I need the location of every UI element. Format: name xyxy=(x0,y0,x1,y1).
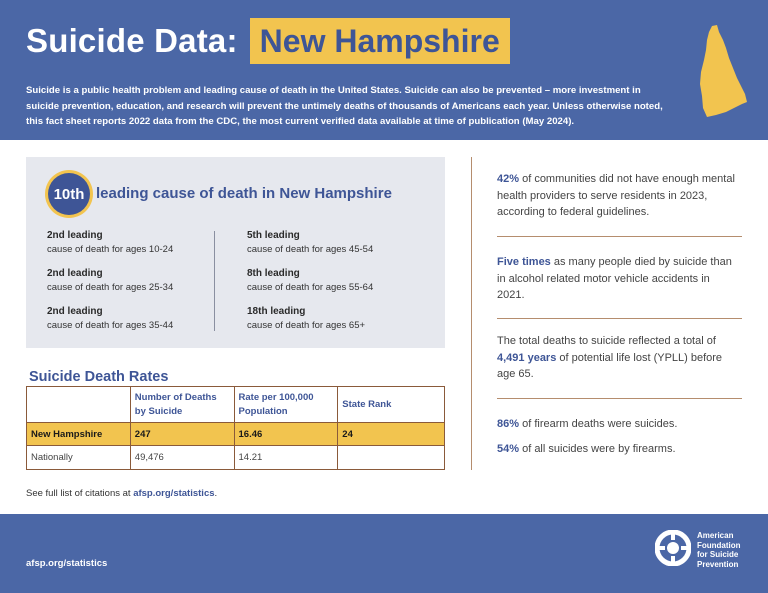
title-row xyxy=(26,18,510,64)
stat-item xyxy=(497,441,737,458)
divider xyxy=(497,236,742,237)
table-cell: New Hampshire xyxy=(27,423,131,446)
rank-desc: cause of death for ages 65+ xyxy=(247,320,366,331)
lifebuoy-logo-icon xyxy=(655,530,691,566)
rank-desc: cause of death for ages 35-44 xyxy=(47,320,174,331)
stat-highlight: Five times xyxy=(497,256,551,268)
stat-text: of potential life lost (YPLL) before age 65. xyxy=(497,351,723,380)
new-hampshire-map-icon xyxy=(690,24,750,124)
column-divider xyxy=(214,231,215,331)
table-row xyxy=(27,423,445,446)
rank-item xyxy=(247,229,417,257)
stat-item xyxy=(497,171,737,221)
table-header-cell: State Rank xyxy=(338,387,445,423)
header-banner xyxy=(0,0,768,140)
divider xyxy=(497,398,742,399)
org-name-line: American xyxy=(697,531,734,540)
rank-title: 2nd leading xyxy=(47,306,103,317)
citations-suffix: . xyxy=(214,488,218,499)
footer-banner xyxy=(0,514,768,593)
rank-item xyxy=(47,229,217,257)
page-title: Suicide Data: xyxy=(26,22,238,59)
stat-text: of all suicides were by firearms. xyxy=(519,443,676,455)
table-cell: Nationally xyxy=(27,446,131,470)
footer-link[interactable]: afsp.org/statistics xyxy=(26,558,108,569)
stat-text: as many people died by suicide than in alcohol related motor vehicle accidents in 2021. xyxy=(497,256,732,301)
stat-text: The total deaths to suicide reflected a total of xyxy=(497,335,716,347)
table-header-cell xyxy=(27,387,131,423)
citations-link[interactable]: afsp.org/statistics xyxy=(133,488,215,499)
rank-badge: 10th xyxy=(48,173,90,215)
rank-title: 2nd leading xyxy=(47,230,103,241)
table-cell: 49,476 xyxy=(130,446,234,470)
divider xyxy=(497,318,742,319)
citations-prefix: See full list of citations at xyxy=(26,488,134,499)
rank-item xyxy=(47,305,217,333)
table-cell: 16.46 xyxy=(234,423,338,446)
leading-cause-panel xyxy=(26,157,445,348)
org-name-line: for Suicide xyxy=(697,550,739,559)
rank-desc: cause of death for ages 25-34 xyxy=(47,282,174,293)
rank-desc: cause of death for ages 55-64 xyxy=(247,282,374,293)
citations-note xyxy=(26,488,217,499)
org-name xyxy=(697,531,741,569)
rank-title: 18th leading xyxy=(247,306,306,317)
table-cell: 247 xyxy=(130,423,234,446)
rank-title: 2nd leading xyxy=(47,268,103,279)
stat-item xyxy=(497,416,737,433)
table-header-cell: Rate per 100,000 Population xyxy=(234,387,338,423)
rank-desc: cause of death for ages 45-54 xyxy=(247,244,374,255)
org-name-line: Prevention xyxy=(697,559,739,569)
rank-desc: cause of death for ages 10-24 xyxy=(47,244,174,255)
stat-highlight: 54% xyxy=(497,443,520,455)
table-cell xyxy=(338,446,445,470)
rank-title: 8th leading xyxy=(247,268,300,279)
intro-text: Suicide is a public health problem and leading cause of death in the United States. Suicide can also be prevented – more investment in suicide prevention, education, and research will prevent the untimely deaths of thousands of Americans each year. Unless otherwise noted, this fact sheet reports 2022 data from the CDC, the most current verified data available at time of publication (May 2024). xyxy=(26,85,663,127)
org-name-line: Foundation xyxy=(697,540,741,550)
stat-item xyxy=(497,333,737,383)
rank-item xyxy=(47,267,217,295)
stat-item xyxy=(497,254,737,304)
table-header-row xyxy=(27,387,445,423)
leading-cause-heading: leading cause of death in New Hampshire xyxy=(96,185,392,202)
table-header-cell: Number of Deaths by Suicide xyxy=(130,387,234,423)
stat-highlight: 86% xyxy=(497,418,520,430)
rates-title: Suicide Death Rates xyxy=(29,369,169,385)
table-cell: 24 xyxy=(338,423,445,446)
table-row xyxy=(27,446,445,470)
rank-item xyxy=(247,305,417,333)
state-name: New Hampshire xyxy=(250,18,510,64)
stat-text: of firearm deaths were suicides. xyxy=(519,418,678,430)
rank-item xyxy=(247,267,417,295)
rates-table xyxy=(26,386,445,470)
stat-highlight: 42% xyxy=(497,173,520,185)
stat-text: of communities did not have enough mental health providers to serve residents in 2023, according to federal guidelines. xyxy=(497,173,735,218)
column-divider xyxy=(471,157,472,470)
rank-title: 5th leading xyxy=(247,230,300,241)
table-cell: 14.21 xyxy=(234,446,338,470)
stat-highlight: 4,491 years xyxy=(497,351,557,364)
